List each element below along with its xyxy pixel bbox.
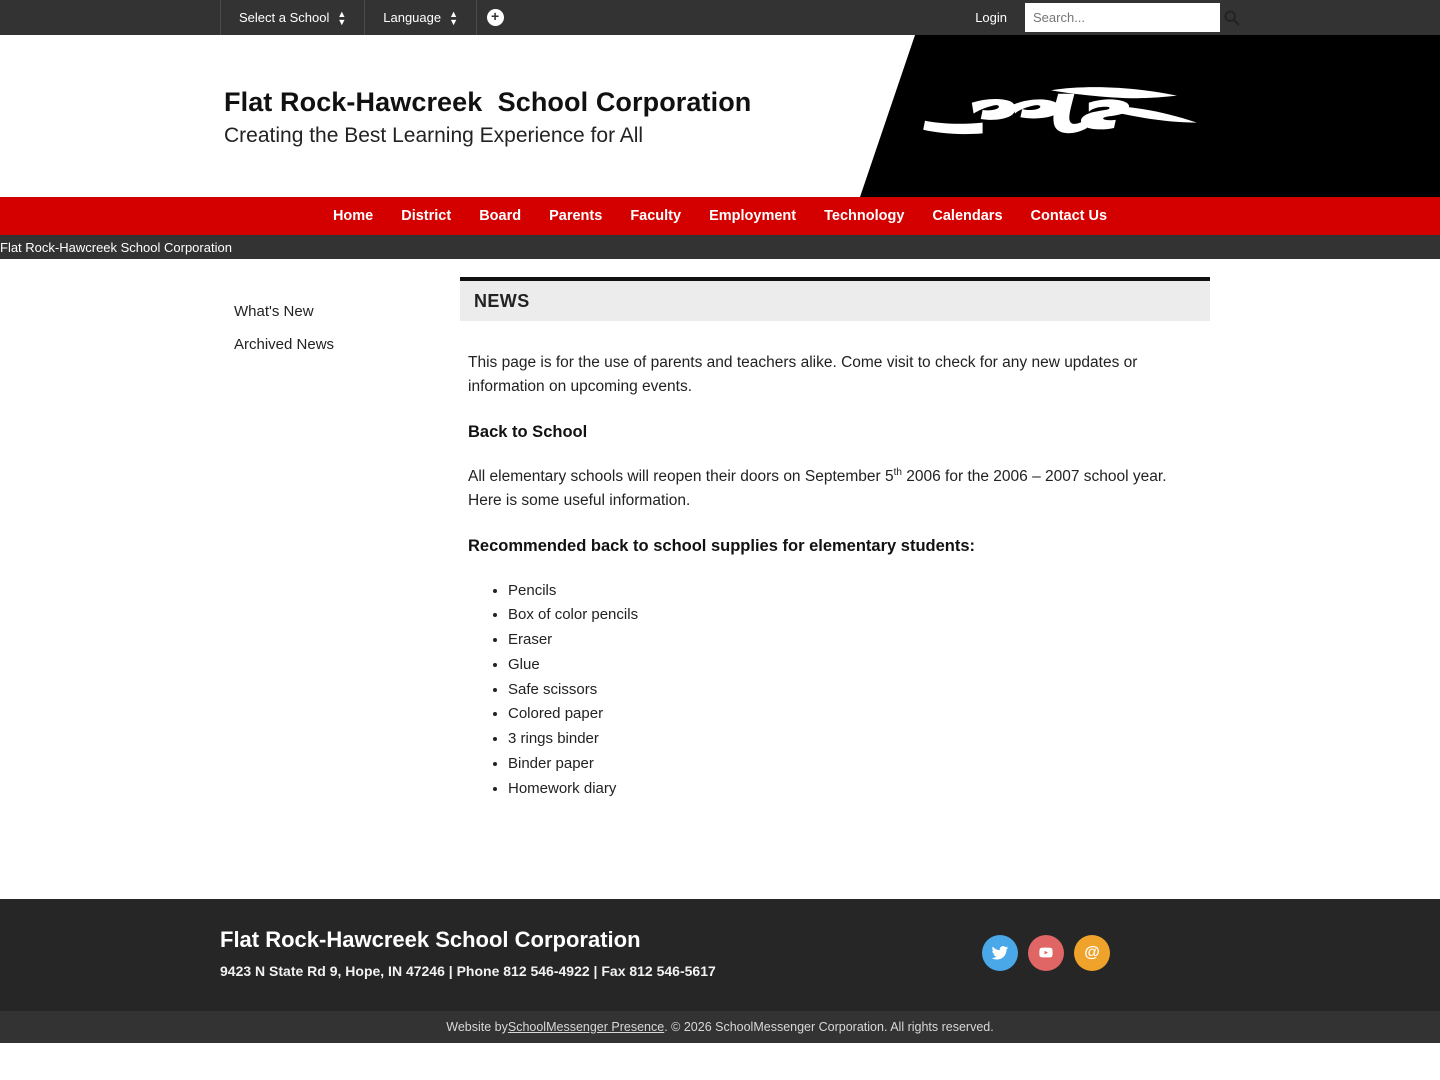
nav-item-employment[interactable]: Employment bbox=[709, 208, 797, 224]
list-item: • Glue bbox=[508, 654, 1202, 677]
school-select-label: Select a School bbox=[239, 10, 330, 25]
section-heading-back-to-school: Back to School bbox=[468, 423, 588, 442]
site-title: Flat Rock-Hawcreek School Corporation bbox=[224, 87, 752, 117]
list-item: • Homework diary bbox=[508, 778, 1202, 801]
breadcrumb-text[interactable]: Flat Rock-Hawcreek School Corporation bbox=[0, 239, 232, 255]
intro-paragraph: This page is for the use of parents and teachers alike. Come visit to check for any new updates or information on upcoming events. bbox=[468, 354, 1138, 395]
search-box[interactable] bbox=[1025, 3, 1220, 32]
list-item: • Binder paper bbox=[508, 753, 1202, 776]
content-title-bar bbox=[460, 277, 1210, 321]
sidebar-item-whats-new[interactable]: What's New bbox=[234, 303, 314, 320]
add-button[interactable] bbox=[477, 0, 513, 35]
nav-item-parents[interactable]: Parents bbox=[549, 208, 603, 224]
list-item: • Pencils bbox=[508, 580, 1202, 603]
nav-item-district[interactable]: District bbox=[401, 208, 452, 224]
footer-address: 9423 N State Rd 9, Hope, IN 47246 | Phone 812 546-4922 | Fax 812 546-5617 bbox=[220, 963, 716, 979]
main-content bbox=[460, 259, 1210, 899]
utility-bar bbox=[0, 0, 1440, 35]
search-button[interactable] bbox=[1217, 3, 1246, 32]
page-bottom-spacer bbox=[0, 1043, 1440, 1056]
breadcrumb bbox=[0, 235, 1440, 259]
nav-item-contact-us[interactable]: Contact Us bbox=[1030, 208, 1108, 224]
credit-suffix: . © 2026 SchoolMessenger Corporation. All rights reserved. bbox=[664, 1020, 994, 1034]
list-item: • 3 rings binder bbox=[508, 728, 1202, 751]
school-select[interactable] bbox=[220, 0, 365, 35]
sidebar bbox=[0, 259, 460, 899]
reopen-text-post: 2006 for the 2006 – 2007 school year. Here is some useful information. bbox=[468, 468, 1167, 509]
nav-item-calendars[interactable]: Calendars bbox=[932, 208, 1003, 224]
twitter-icon[interactable] bbox=[982, 935, 1018, 971]
search-icon bbox=[1223, 9, 1240, 26]
plus-circle-icon: + bbox=[487, 9, 504, 26]
sidebar-item-archived-news[interactable]: Archived News bbox=[234, 336, 335, 353]
footer-school-name: Flat Rock-Hawcreek School Corporation bbox=[220, 927, 641, 952]
schoolmessenger-link[interactable]: SchoolMessenger Presence bbox=[507, 1020, 665, 1034]
list-item: • Box of color pencils bbox=[508, 604, 1202, 627]
ordinal-suffix: th bbox=[893, 467, 902, 479]
nav-item-technology[interactable]: Technology bbox=[824, 208, 905, 224]
list-item: • Colored paper bbox=[508, 703, 1202, 726]
section-heading-supplies: Recommended back to school supplies for elementary students: bbox=[468, 537, 976, 556]
copyright-bar bbox=[0, 1011, 1440, 1043]
site-footer bbox=[0, 899, 1440, 1011]
site-header bbox=[0, 35, 1440, 197]
chevron-updown-icon: ▲ ▼ bbox=[449, 8, 459, 27]
login-link[interactable]: Login bbox=[975, 10, 1007, 25]
utility-bar-right bbox=[957, 0, 1440, 35]
page-title: NEWS bbox=[474, 290, 530, 311]
list-item: • Safe scissors bbox=[508, 679, 1202, 702]
list-item: • Eraser bbox=[508, 629, 1202, 652]
language-select-label: Language bbox=[383, 10, 442, 25]
reopen-text-pre: All elementary schools will reopen their doors on September 5 bbox=[468, 468, 894, 486]
main-navigation bbox=[0, 197, 1440, 235]
site-tagline: Creating the Best Learning Experience for All bbox=[224, 124, 644, 147]
nav-item-home[interactable]: Home bbox=[332, 208, 374, 224]
social-links bbox=[982, 935, 1110, 971]
search-input[interactable] bbox=[1025, 3, 1217, 32]
language-select[interactable] bbox=[365, 0, 477, 35]
nav-item-faculty[interactable]: Faculty bbox=[630, 208, 682, 224]
youtube-icon[interactable] bbox=[1028, 935, 1064, 971]
credit-prefix: Website by bbox=[446, 1020, 508, 1034]
utility-bar-left bbox=[220, 0, 513, 35]
page-body bbox=[0, 259, 1440, 899]
supplies-list bbox=[468, 580, 1202, 801]
email-glyph: @ bbox=[1084, 944, 1100, 961]
email-icon[interactable] bbox=[1074, 935, 1110, 971]
reopen-paragraph bbox=[468, 465, 1178, 512]
jets-wordmark-logo[interactable] bbox=[900, 83, 1220, 155]
content-body bbox=[460, 321, 1210, 801]
chevron-updown-icon: ▲ ▼ bbox=[337, 8, 347, 27]
nav-item-board[interactable]: Board bbox=[479, 208, 522, 224]
site-identity bbox=[224, 87, 751, 148]
